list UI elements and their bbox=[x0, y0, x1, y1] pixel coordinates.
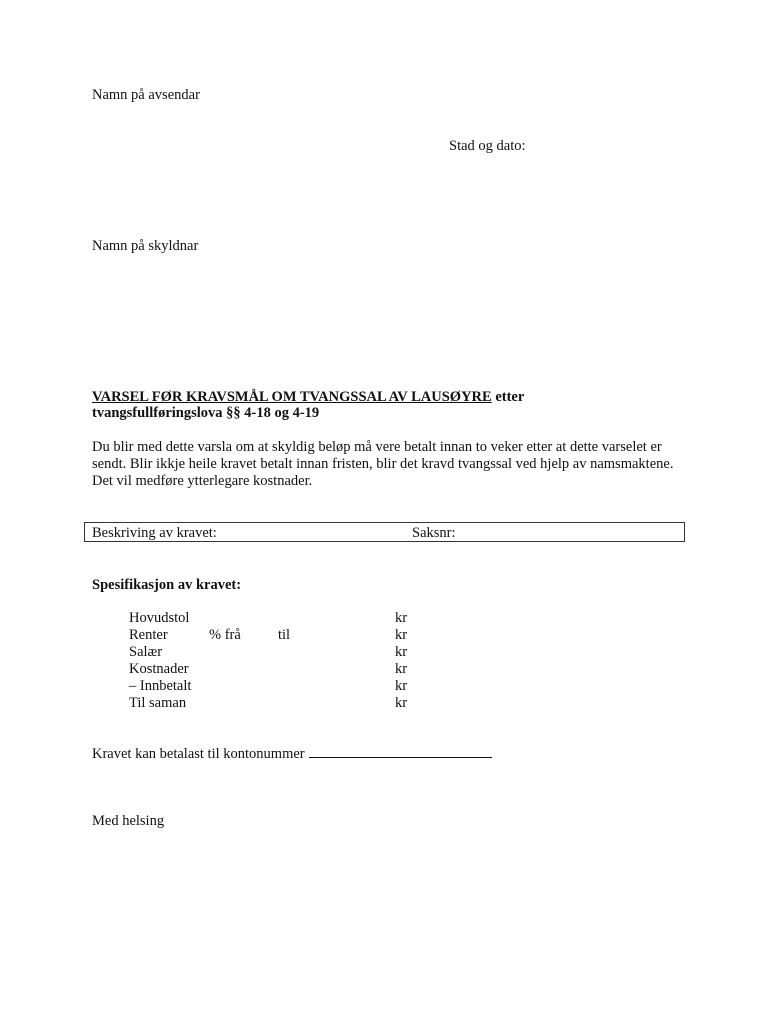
spec-row-total bbox=[129, 695, 429, 712]
spec-currency: kr bbox=[395, 695, 408, 711]
spec-row-principal bbox=[129, 610, 429, 627]
spec-label: Hovudstol bbox=[129, 610, 190, 626]
spec-interest-pct: % frå bbox=[209, 627, 241, 643]
spec-currency: kr bbox=[395, 678, 408, 694]
account-number-blank bbox=[309, 745, 492, 758]
spec-label: Kostnader bbox=[129, 661, 189, 677]
notice-title-line2: tvangsfullføringslova §§ 4-18 og 4-19 bbox=[92, 405, 320, 421]
spec-currency: kr bbox=[395, 644, 408, 660]
notice-title-rest: etter bbox=[491, 389, 525, 405]
spec-interest-to: til bbox=[278, 627, 291, 643]
case-number-label: Saksnr: bbox=[412, 525, 456, 541]
spec-label: Salær bbox=[129, 644, 163, 660]
spec-row-paid bbox=[129, 678, 429, 695]
spec-label: Til saman bbox=[129, 695, 187, 711]
closing: Med helsing bbox=[92, 813, 165, 829]
claim-description-label: Beskriving av kravet: bbox=[92, 525, 217, 541]
spec-currency: kr bbox=[395, 610, 408, 626]
debtor-label: Namn på skyldnar bbox=[92, 238, 199, 254]
notice-title-underlined: VARSEL FØR KRAVSMÅL OM TVANGSSAL AV LAUSØYRE bbox=[92, 389, 492, 405]
claim-box bbox=[84, 522, 685, 542]
spec-row-interest bbox=[129, 627, 429, 644]
notice-title bbox=[92, 389, 524, 406]
spec-currency: kr bbox=[395, 627, 408, 643]
place-date-label: Stad og dato: bbox=[449, 138, 526, 154]
spec-heading: Spesifikasjon av kravet: bbox=[92, 577, 242, 593]
sender-label: Namn på avsendar bbox=[92, 87, 200, 103]
spec-row-costs bbox=[129, 661, 429, 678]
spec-label: – Innbetalt bbox=[129, 678, 192, 694]
spec-label: Renter bbox=[129, 627, 168, 643]
account-line bbox=[92, 745, 492, 763]
account-text: Kravet kan betalast til kontonummer bbox=[92, 746, 305, 762]
spec-currency: kr bbox=[395, 661, 408, 677]
notice-text: Du blir med dette varsla om at skyldig beløp må vere betalt innan to veker etter at dette varselet er sendt. Blir ikkje heile kravet betalt innan fristen, blir det kravd tvangssal ved hjelp av namsmaktene. Det vil medføre ytterlegare kostnader. bbox=[92, 439, 674, 489]
spec-row-fee bbox=[129, 644, 429, 661]
